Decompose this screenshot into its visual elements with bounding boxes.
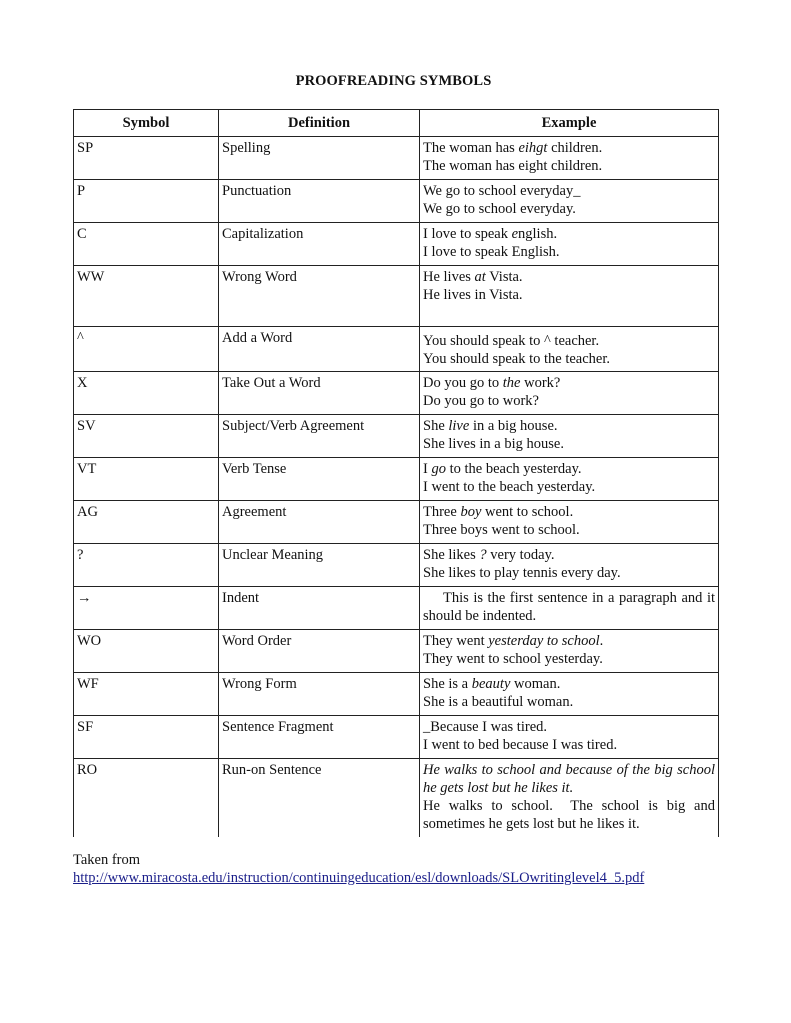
table-row xyxy=(74,716,719,759)
corrected-example xyxy=(423,521,715,539)
corrected-example xyxy=(423,478,715,496)
definition-cell: Add a Word xyxy=(219,327,420,372)
symbol-cell: AG xyxy=(74,501,219,544)
table-row xyxy=(74,180,719,223)
definition-cell: Word Order xyxy=(219,630,420,673)
example-text: Three xyxy=(423,504,461,520)
example-text: He lives in Vista. xyxy=(423,287,523,303)
example-text: _Because I was tired. xyxy=(423,719,548,735)
example-text: We go to school everyday_ xyxy=(423,183,581,199)
definition-cell: Capitalization xyxy=(219,223,420,266)
definition-cell: Indent xyxy=(219,587,420,630)
corrected-example xyxy=(423,243,715,261)
example-text: You should speak to ^ teacher. xyxy=(423,333,600,349)
symbol-cell: C xyxy=(74,223,219,266)
symbol-cell: ^ xyxy=(74,327,219,372)
example-text: Do you go to work? xyxy=(423,393,539,409)
incorrect-example xyxy=(423,632,715,650)
example-text: The woman has xyxy=(423,140,519,156)
corrected-example: He walks to school. The school is big and sometimes he gets lost but he likes it. xyxy=(423,798,719,832)
example-text: went to school. xyxy=(481,504,574,520)
definition-cell: Agreement xyxy=(219,501,420,544)
example-cell xyxy=(420,137,719,180)
definition-cell: Wrong Word xyxy=(219,266,420,327)
example-cell xyxy=(420,327,719,372)
error-highlight: at xyxy=(474,269,486,285)
definition-cell: Unclear Meaning xyxy=(219,544,420,587)
example-cell xyxy=(420,716,719,759)
symbol-cell: WW xyxy=(74,266,219,327)
corrected-example xyxy=(423,200,715,218)
error-highlight: ? xyxy=(479,547,487,563)
example-cell xyxy=(420,458,719,501)
corrected-example xyxy=(423,286,715,304)
example-cell xyxy=(420,587,719,630)
incorrect-example xyxy=(423,503,715,521)
example-text: I love to speak English. xyxy=(423,244,560,260)
example-text: Vista. xyxy=(485,269,523,285)
symbol-cell: VT xyxy=(74,458,219,501)
symbol-cell: WO xyxy=(74,630,219,673)
example-text: We go to school everyday. xyxy=(423,201,576,217)
example-text: She xyxy=(423,418,449,434)
definition-cell: Verb Tense xyxy=(219,458,420,501)
example-text: to the beach yesterday. xyxy=(445,461,582,477)
example-text: She is a xyxy=(423,676,472,692)
table-row xyxy=(74,266,719,327)
table-row xyxy=(74,759,719,837)
corrected-example xyxy=(423,650,715,668)
corrected-example xyxy=(423,693,715,711)
example-cell xyxy=(420,501,719,544)
example-cell xyxy=(420,544,719,587)
symbol-cell: X xyxy=(74,372,219,415)
table-row xyxy=(74,137,719,180)
corrected-example xyxy=(423,736,715,754)
error-highlight: beauty xyxy=(471,676,511,692)
symbol-cell: SP xyxy=(74,137,219,180)
example-text: work? xyxy=(520,375,561,391)
example-cell xyxy=(420,372,719,415)
example-cell xyxy=(420,415,719,458)
table-row xyxy=(74,544,719,587)
example-text: They went to school yesterday. xyxy=(423,651,603,667)
example-cell xyxy=(420,673,719,716)
header-example: Example xyxy=(420,110,719,137)
table-row xyxy=(74,223,719,266)
example-text: in a big house. xyxy=(469,418,558,434)
incorrect-example xyxy=(423,225,715,243)
definition-cell: Subject/Verb Agreement xyxy=(219,415,420,458)
incorrect-example xyxy=(423,139,715,157)
error-highlight: boy xyxy=(460,504,482,520)
source-note xyxy=(73,851,644,887)
example-text: children. xyxy=(547,140,603,156)
incorrect-example: He walks to school and because of the big school he gets lost but he likes it. xyxy=(423,762,715,796)
example-text: She lives in a big house. xyxy=(423,436,564,452)
error-highlight: eihgt xyxy=(518,140,548,156)
definition-cell: Spelling xyxy=(219,137,420,180)
page-title: PROOFREADING SYMBOLS xyxy=(295,73,492,89)
example-text: He lives xyxy=(423,269,475,285)
header-definition: Definition xyxy=(219,110,420,137)
symbol-cell: SV xyxy=(74,415,219,458)
example-text: woman. xyxy=(510,676,561,692)
example-cell xyxy=(420,630,719,673)
source-link[interactable]: http://www.miracosta.edu/instruction/continuingeducation/esl/downloads/SLOwritinglevel4_5.pdf xyxy=(73,870,645,886)
table-row xyxy=(74,673,719,716)
example-text: She likes to play tennis every day. xyxy=(423,565,621,581)
example-text: The woman has eight children. xyxy=(423,158,603,174)
incorrect-example xyxy=(423,268,715,286)
error-highlight: yesterday to school xyxy=(488,633,600,649)
corrected-example xyxy=(423,350,715,368)
header-symbol: Symbol xyxy=(74,110,219,137)
symbol-cell: → xyxy=(74,587,219,630)
symbol-cell: RO xyxy=(74,759,219,837)
incorrect-example xyxy=(423,718,715,736)
example-text: I love to speak xyxy=(423,226,512,242)
example-cell xyxy=(420,180,719,223)
example-text: I went to the beach yesterday. xyxy=(423,479,596,495)
example-text: Three boys went to school. xyxy=(423,522,580,538)
example-text: nglish. xyxy=(518,226,558,242)
error-highlight: the xyxy=(502,375,521,391)
table-row xyxy=(74,372,719,415)
table-row xyxy=(74,327,719,372)
table-header-row xyxy=(74,110,719,137)
table-row xyxy=(74,630,719,673)
symbol-cell: WF xyxy=(74,673,219,716)
corrected-example xyxy=(423,392,715,410)
definition-cell: Run-on Sentence xyxy=(219,759,420,837)
example-text: very today. xyxy=(486,547,555,563)
incorrect-example xyxy=(423,460,715,478)
error-highlight: e xyxy=(511,226,519,242)
table-row xyxy=(74,587,719,630)
incorrect-example xyxy=(423,675,715,693)
source-label: Taken from xyxy=(73,852,141,868)
corrected-example xyxy=(423,435,715,453)
incorrect-example xyxy=(423,332,715,350)
corrected-example xyxy=(423,157,715,175)
example-cell xyxy=(420,223,719,266)
example-text: I went to bed because I was tired. xyxy=(423,737,618,753)
corrected-example xyxy=(423,564,715,582)
example-text: I xyxy=(423,461,432,477)
example-text: She is a beautiful woman. xyxy=(423,694,574,710)
error-highlight: go xyxy=(431,461,446,477)
table-row xyxy=(74,501,719,544)
definition-cell: Take Out a Word xyxy=(219,372,420,415)
table-row xyxy=(74,415,719,458)
definition-cell: Sentence Fragment xyxy=(219,716,420,759)
table-row xyxy=(74,458,719,501)
symbol-cell: SF xyxy=(74,716,219,759)
example-cell xyxy=(420,759,719,837)
incorrect-example xyxy=(423,374,715,392)
definition-cell: Wrong Form xyxy=(219,673,420,716)
example-text: You should speak to the teacher. xyxy=(423,351,610,367)
example-text: They went xyxy=(423,633,489,649)
definition-cell: Punctuation xyxy=(219,180,420,223)
error-highlight: live xyxy=(448,418,470,434)
example-cell xyxy=(420,266,719,327)
incorrect-example xyxy=(423,182,715,200)
example-text: . xyxy=(599,633,604,649)
example-text: She likes xyxy=(423,547,480,563)
indent-example: This is the first sentence in a paragraph and it should be indented. xyxy=(423,590,715,624)
example-text: Do you go to xyxy=(423,375,503,391)
symbol-cell: ? xyxy=(74,544,219,587)
incorrect-example xyxy=(423,546,715,564)
proofreading-symbols-table xyxy=(73,109,719,837)
incorrect-example xyxy=(423,417,715,435)
symbol-cell: P xyxy=(74,180,219,223)
